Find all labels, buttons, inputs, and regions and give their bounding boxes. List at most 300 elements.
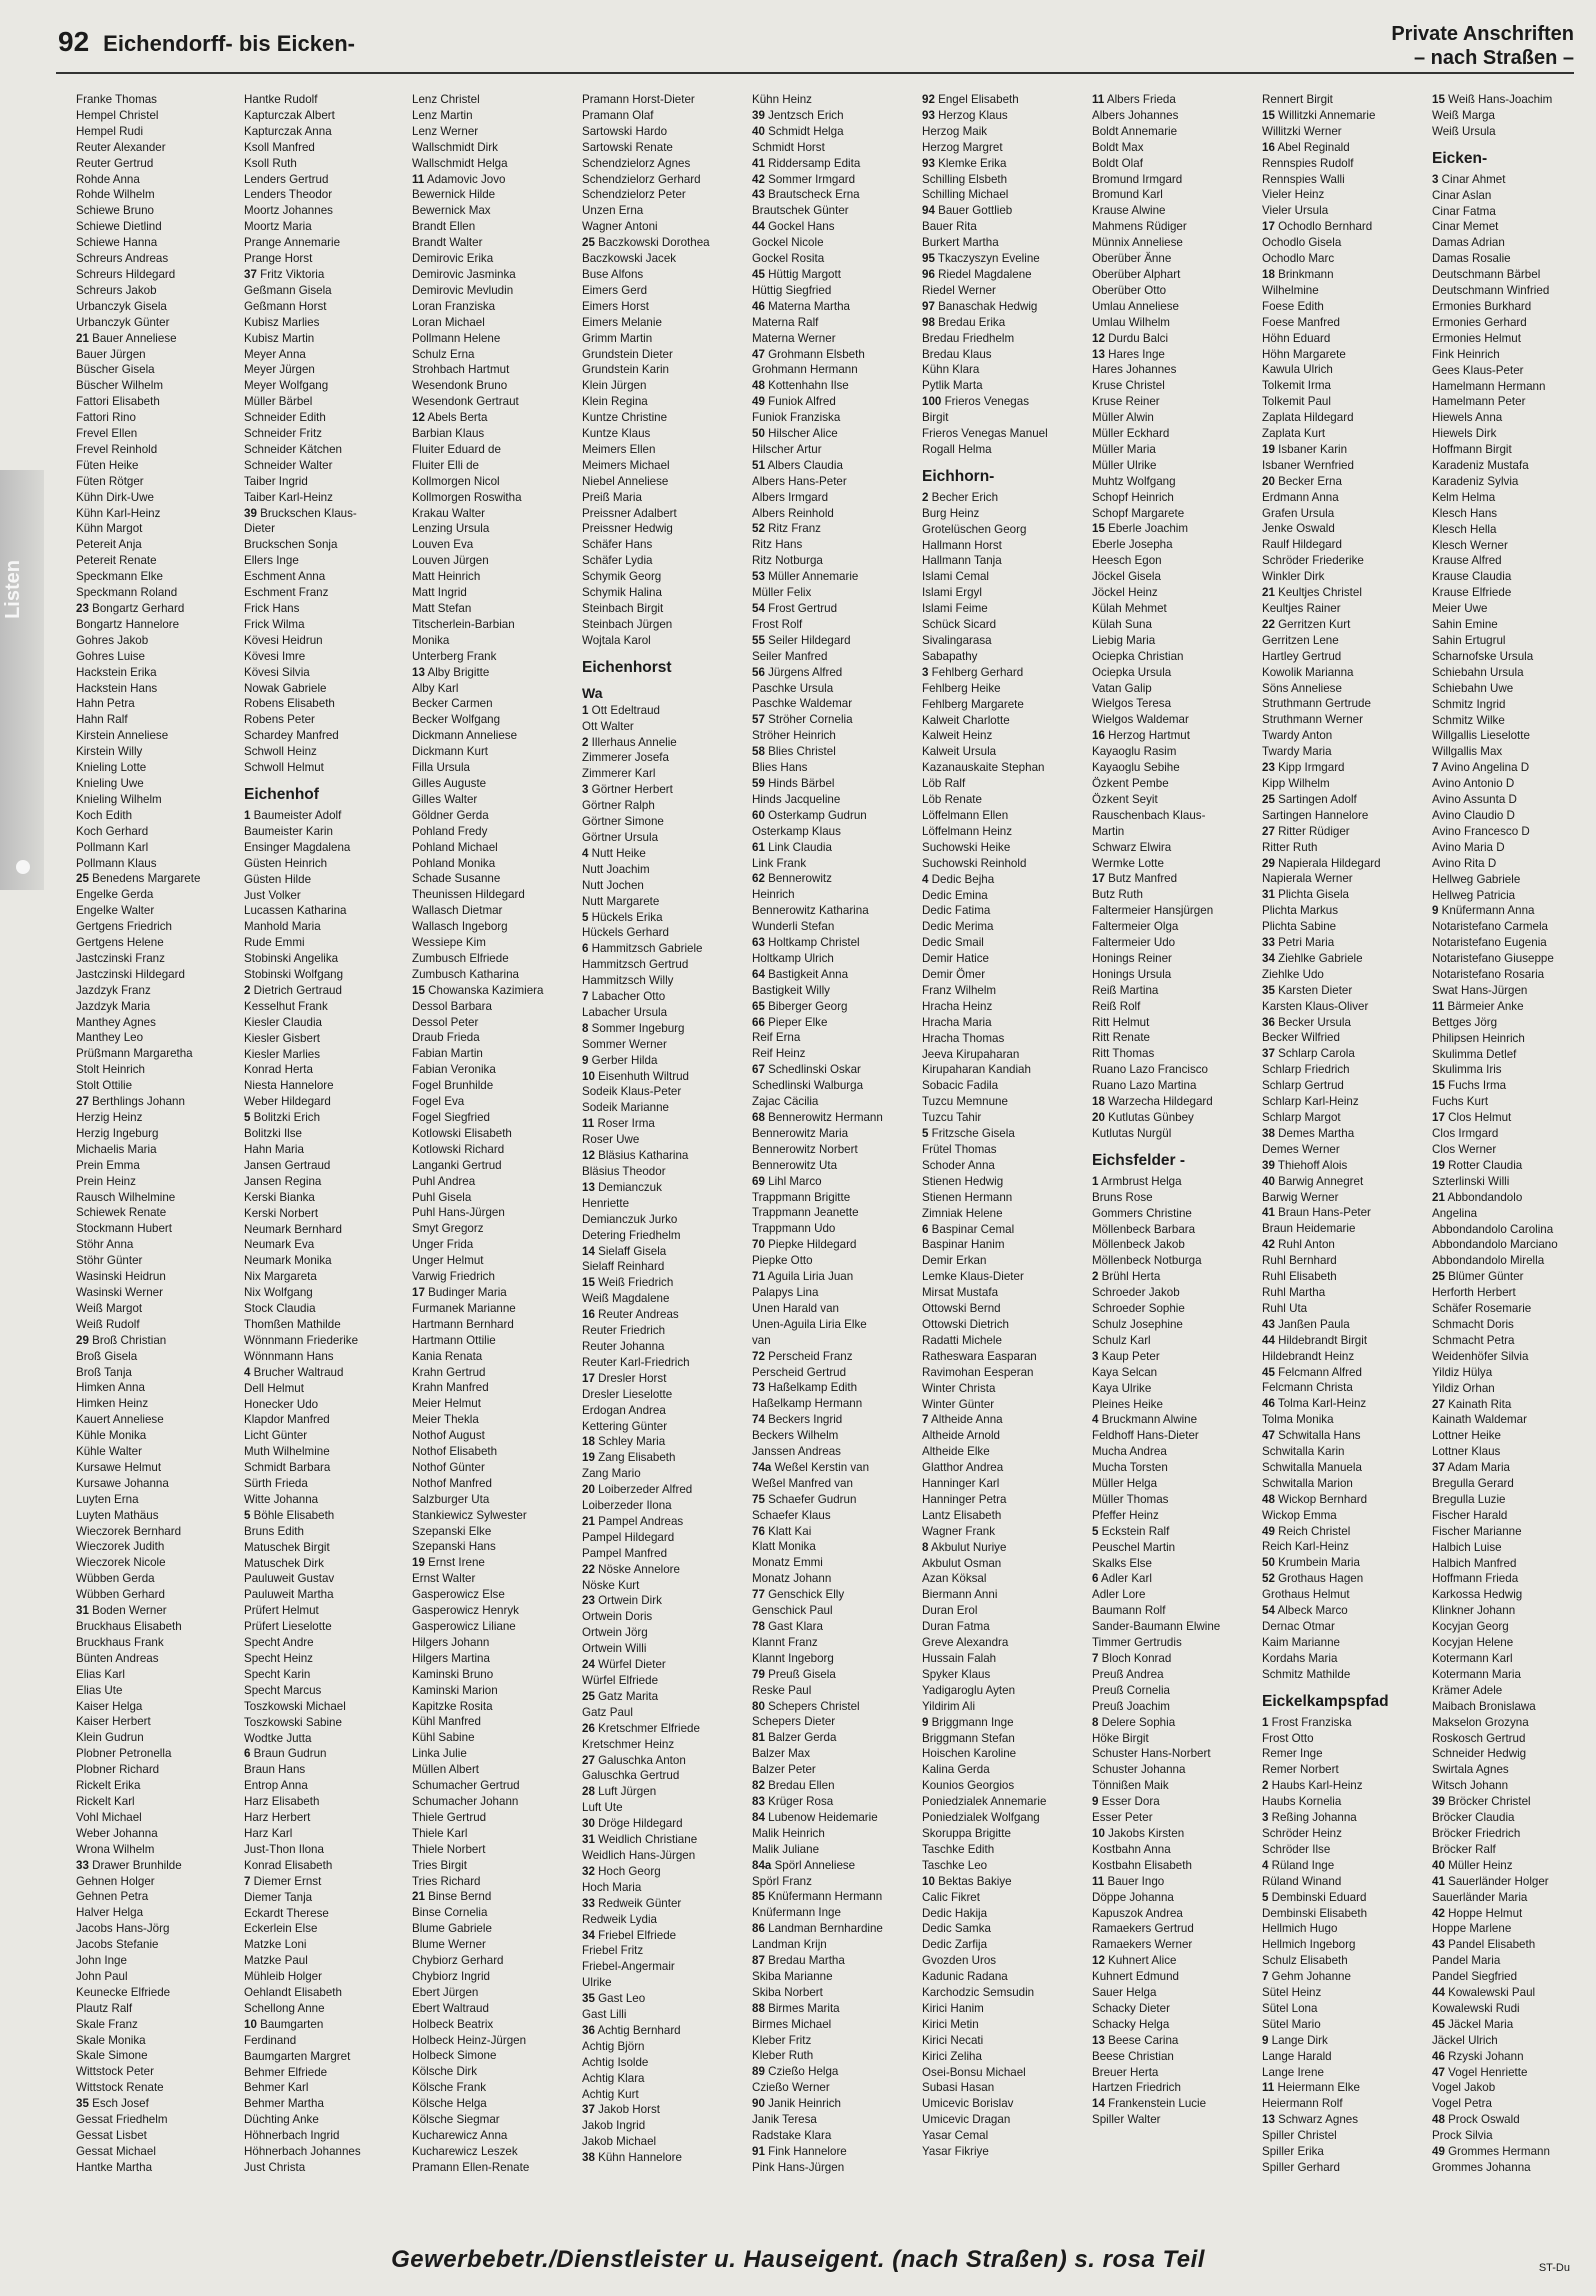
resident-entry: 31 Plichta Gisela: [1262, 888, 1350, 902]
house-number: 29: [76, 1333, 89, 1347]
house-number: 7: [1092, 1652, 1099, 1665]
resident-entry: Stolt Ottilie: [76, 1079, 133, 1093]
resident-entry: Just Volker: [244, 888, 301, 902]
resident-entry: Müller Alwin: [1092, 411, 1154, 425]
resident-entry: 51 Albers Claudia: [752, 458, 843, 472]
resident-entry: Pohland Monika: [412, 856, 496, 870]
house-number: 20: [1262, 474, 1275, 488]
resident-entry: Diemer Tanja: [244, 1890, 313, 1904]
resident-entry: Esser Peter: [1092, 1811, 1153, 1825]
resident-entry: Klein Gudrun: [76, 1731, 144, 1745]
house-number: 93: [922, 108, 935, 122]
resident-entry: Eimers Horst: [582, 299, 649, 313]
house-number: 43: [1262, 1317, 1275, 1331]
resident-entry: 70 Piepke Hildegard: [752, 1238, 857, 1252]
resident-entry: 49 Funiok Alfred: [752, 395, 836, 409]
resident-entry: Holbeck Heinz-Jürgen: [412, 2033, 527, 2047]
house-number: 91: [752, 2144, 765, 2158]
resident-entry: Roskosch Gertrud: [1432, 1731, 1526, 1745]
resident-entry: Hussain Falah: [922, 1652, 997, 1665]
resident-entry: Wallasch Ingeborg: [412, 920, 508, 934]
resident-entry: 25 Baczkowski Dorothea: [582, 236, 710, 250]
resident-entry: Schmitz Wilke: [1432, 713, 1505, 727]
resident-entry: Kapturczak Albert: [244, 108, 335, 122]
resident-entry: Islami Cemal: [922, 570, 989, 584]
resident-entry: Toszkowski Sabine: [244, 1715, 342, 1729]
resident-entry: 12 Durdu Balci: [1092, 331, 1169, 345]
house-number: 39: [752, 108, 765, 122]
resident-entry: Knüfermann Inge: [752, 1906, 841, 1920]
resident-entry: Weber Hildegard: [244, 1095, 331, 1109]
resident-entry: Koch Gerhard: [76, 824, 149, 838]
resident-entry: Bennerowitz Maria: [752, 1126, 849, 1140]
house-number: 49: [1432, 2145, 1445, 2159]
resident-entry: Pohland Michael: [412, 840, 498, 854]
resident-entry: Schiebahn Uwe: [1432, 681, 1514, 695]
resident-entry: 43 Pandel Elisabeth: [1432, 1938, 1536, 1952]
resident-entry: 59 Hinds Bärbel: [752, 776, 835, 790]
resident-entry: Sahin Ertugrul: [1432, 634, 1506, 647]
resident-entry: Notaristefano Giuseppe: [1432, 952, 1554, 966]
resident-entry: Osterkamp Klaus: [752, 824, 841, 838]
resident-entry: Harz Elisabeth: [244, 1795, 320, 1809]
resident-entry: Kipp Wilhelm: [1262, 776, 1330, 790]
house-number: 73: [752, 1381, 765, 1395]
resident-entry: Bennerowitz Norbert: [752, 1142, 858, 1156]
house-number: 48: [1432, 2113, 1445, 2127]
resident-entry: 21 Binse Bernd: [412, 1890, 492, 1904]
resident-entry: Sauerländer Maria: [1432, 1890, 1528, 1904]
house-number: 41: [1432, 1874, 1445, 1888]
house-number: 44: [752, 220, 765, 234]
resident-entry: Kaminski Bruno: [412, 1667, 494, 1681]
resident-entry: Vohl Michael: [76, 1810, 142, 1824]
resident-entry: Schmacht Doris: [1432, 1317, 1514, 1331]
house-number: 5: [582, 910, 589, 924]
resident-entry: 22 Nöske Annelore: [582, 1562, 680, 1576]
resident-entry: Höhnerbach Ingrid: [244, 2129, 340, 2143]
resident-entry: Abbondandolo Marciano: [1432, 1238, 1558, 1252]
resident-entry: Neumark Bernhard: [244, 1222, 342, 1236]
resident-entry: Specht Heinz: [244, 1652, 313, 1665]
resident-entry: Eimers Melanie: [582, 315, 662, 329]
resident-entry: Hoppe Marlene: [1432, 1922, 1512, 1936]
resident-entry: Bünten Andreas: [76, 1651, 159, 1665]
resident-entry: Yasar Cemal: [922, 2129, 989, 2143]
resident-entry: Broß Gisela: [76, 1349, 138, 1363]
resident-entry: Tuzcu Tahir: [922, 1111, 982, 1125]
resident-entry: Dernac Otmar: [1262, 1620, 1335, 1633]
resident-entry: 39 Jentzsch Erich: [752, 108, 844, 122]
resident-entry: Müller Bärbel: [244, 395, 313, 409]
resident-entry: 31 Weidlich Christiane: [582, 1833, 698, 1847]
house-number: 23: [1262, 761, 1275, 775]
resident-entry: Herzog Margret: [922, 140, 1003, 154]
house-number: 11: [412, 172, 425, 186]
house-number: 38: [1262, 1126, 1275, 1140]
resident-entry: Jöckel Heinz: [1092, 586, 1158, 600]
resident-entry: Würfel Elfriede: [582, 1674, 659, 1687]
street-heading: Eichenhorst: [582, 658, 672, 676]
resident-entry: Puhl Hans-Jürgen: [412, 1206, 505, 1220]
house-number: 13: [582, 1180, 595, 1194]
resident-entry: Holbeck Simone: [412, 2049, 497, 2063]
resident-entry: Ritt Renate: [1092, 1031, 1150, 1045]
resident-entry: Reuter Johanna: [582, 1339, 665, 1353]
resident-entry: Bastigkeit Willy: [752, 983, 830, 997]
resident-entry: Schiewe Hanna: [76, 236, 158, 250]
resident-entry: Erdmann Anna: [1262, 490, 1339, 504]
resident-entry: Rickelt Erika: [76, 1779, 141, 1793]
resident-entry: Dieter: [244, 522, 275, 536]
resident-entry: 23 Ortwein Dirk: [582, 1594, 662, 1608]
resident-entry: Klesch Werner: [1432, 538, 1508, 552]
house-number: 45: [1432, 2017, 1445, 2031]
resident-entry: 13 Hares Inge: [1092, 347, 1165, 361]
resident-entry: Umlau Anneliese: [1092, 299, 1180, 313]
resident-entry: Pramann Horst-Dieter: [582, 93, 695, 106]
resident-entry: Clos Irmgard: [1432, 1127, 1499, 1141]
resident-entry: 25 Blümer Günter: [1432, 1270, 1524, 1284]
house-number: 8: [582, 1021, 589, 1035]
resident-entry: Güsten Heinrich: [244, 856, 328, 870]
resident-entry: 44 Gockel Hans: [752, 220, 835, 234]
resident-entry: Avino Assunta D: [1432, 793, 1517, 807]
resident-entry: Kadunic Radana: [922, 1970, 1008, 1984]
resident-entry: Wilhelmine: [1262, 283, 1319, 297]
resident-entry: 57 Ströher Cornelia: [752, 713, 853, 727]
resident-entry: Schuster Johanna: [1092, 1763, 1186, 1777]
resident-entry: Schlarp Friedrich: [1262, 1063, 1350, 1077]
resident-entry: Faltermeier Hansjürgen: [1092, 904, 1214, 918]
resident-entry: Eimers Gerd: [582, 283, 648, 297]
resident-entry: 21 Bauer Anneliese: [76, 331, 177, 345]
resident-entry: Prein Heinz: [76, 1174, 136, 1188]
resident-entry: Schendzielorz Gerhard: [582, 172, 701, 186]
resident-entry: Lenders Theodor: [244, 188, 333, 202]
house-number: 13: [412, 665, 425, 679]
house-number: 15: [1092, 522, 1105, 536]
resident-entry: Reske Paul: [752, 1683, 812, 1697]
resident-entry: Ellers Inge: [244, 554, 299, 568]
resident-entry: Ernst Walter: [412, 1572, 476, 1586]
resident-entry: Vieler Ursula: [1262, 204, 1329, 218]
resident-entry: Breuer Herta: [1092, 2065, 1159, 2079]
resident-entry: Notaristefano Carmela: [1432, 920, 1548, 934]
resident-entry: 17 Budinger Maria: [412, 1285, 507, 1299]
house-number: 18: [1262, 267, 1275, 281]
resident-entry: Detering Friedhelm: [582, 1228, 681, 1242]
resident-entry: Bruns Rose: [1092, 1190, 1153, 1204]
resident-entry: Duran Fatma: [922, 1620, 990, 1634]
resident-entry: Pfeffer Heinz: [1092, 1508, 1159, 1522]
resident-entry: Schymik Georg: [582, 570, 662, 584]
resident-entry: Ritz Notburga: [752, 554, 823, 568]
resident-entry: Kirici Metin: [922, 2017, 979, 2031]
resident-entry: 93 Herzog Klaus: [922, 108, 1008, 122]
house-number: 37: [1432, 1461, 1445, 1475]
resident-entry: Schendzielorz Agnes: [582, 156, 691, 170]
resident-entry: 92 Engel Elisabeth: [922, 93, 1019, 106]
resident-entry: 1 Baumeister Adolf: [244, 808, 342, 822]
house-number: 17: [1092, 872, 1105, 886]
resident-entry: Schwarz Elwira: [1092, 840, 1172, 854]
house-number: 84a: [752, 1858, 772, 1872]
house-number: 7: [582, 990, 589, 1004]
resident-entry: Matuschek Birgit: [244, 1540, 330, 1554]
house-number: 25: [582, 1689, 595, 1703]
resident-entry: Vatan Galip: [1092, 681, 1152, 695]
resident-entry: 2 Haubs Karl-Heinz: [1262, 1779, 1363, 1793]
resident-entry: Müller Helga: [1092, 1477, 1158, 1491]
resident-entry: Neumark Eva: [244, 1238, 315, 1252]
resident-entry: Strohbach Hartmut: [412, 363, 510, 377]
resident-entry: 4 Brucher Waltraud: [244, 1365, 344, 1379]
resident-entry: 14 Sielaff Gisela: [582, 1244, 667, 1258]
house-number: 47: [1432, 2065, 1445, 2079]
house-number: 64: [752, 967, 765, 981]
resident-entry: Kölsche Siegmar: [412, 2113, 500, 2127]
resident-entry: Pink Hans-Jürgen: [752, 2160, 845, 2174]
resident-entry: 96 Riedel Magdalene: [922, 267, 1032, 281]
resident-entry: Unen Harald van: [752, 1301, 840, 1315]
resident-entry: Ksoll Ruth: [244, 156, 297, 170]
resident-entry: Füten Heike: [76, 458, 139, 472]
resident-entry: Varwig Friedrich: [412, 1270, 495, 1284]
resident-entry: Dedic Samka: [922, 1922, 991, 1936]
house-number: 39: [244, 506, 257, 520]
resident-entry: 36 Achtig Bernhard: [582, 2023, 681, 2037]
resident-entry: Pandel Maria: [1432, 1954, 1501, 1968]
resident-entry: 39 Thiehoff Alois: [1262, 1158, 1348, 1172]
resident-entry: 5 Eckstein Ralf: [1092, 1524, 1170, 1538]
house-number: 62: [752, 872, 765, 886]
house-number: 32: [582, 1864, 595, 1878]
resident-entry: Zimmerer Karl: [582, 767, 656, 781]
resident-entry: 13 Schwarz Agnes: [1262, 2113, 1359, 2127]
resident-entry: Braun Heidemarie: [1262, 1222, 1356, 1236]
resident-entry: 9 Knüfermann Anna: [1432, 904, 1535, 918]
resident-entry: Lange Harald: [1262, 2049, 1332, 2063]
resident-entry: 7 Altheide Anna: [922, 1413, 1003, 1427]
resident-entry: Hracha Thomas: [922, 1031, 1005, 1045]
resident-entry: Grundstein Dieter: [582, 347, 673, 361]
resident-entry: Mucha Andrea: [1092, 1445, 1167, 1459]
resident-entry: 18 Schley Maria: [582, 1435, 666, 1449]
resident-entry: Gilles Walter: [412, 792, 478, 806]
resident-entry: Remer Inge: [1262, 1747, 1323, 1761]
resident-entry: Baumgarten Margret: [244, 2049, 351, 2063]
resident-entry: Kania Renata: [412, 1349, 483, 1363]
listing-column: [76, 92, 236, 2212]
house-number: 41: [1262, 1206, 1275, 1220]
resident-entry: Löb Renate: [922, 793, 982, 807]
resident-entry: Reiß Rolf: [1092, 999, 1141, 1013]
resident-entry: Gohres Luise: [76, 649, 145, 663]
resident-entry: Yildirim Ali: [922, 1699, 976, 1713]
resident-entry: Tolkemit Paul: [1262, 395, 1331, 409]
house-number: 42: [1432, 1906, 1445, 1920]
resident-entry: Sander-Baumann Elwine: [1092, 1620, 1221, 1634]
district-label: Wa: [582, 684, 603, 701]
resident-entry: 34 Ziehlke Gabriele: [1262, 951, 1363, 965]
resident-entry: Gehnen Petra: [76, 1890, 149, 1904]
resident-entry: Ruhl Martha: [1262, 1285, 1326, 1299]
resident-entry: Baumeister Karin: [244, 824, 333, 838]
resident-entry: 90 Janik Heinrich: [752, 2097, 841, 2111]
resident-entry: Schwitalla Marion: [1262, 1476, 1353, 1490]
house-number: 33: [582, 1896, 595, 1910]
house-number: 10: [922, 1874, 935, 1888]
resident-entry: Winter Christa: [922, 1381, 996, 1395]
house-number: 5: [1092, 1524, 1099, 1538]
resident-entry: 5 Bolitzki Erich: [244, 1111, 321, 1125]
resident-entry: Fischer Harald: [1432, 1508, 1508, 1522]
resident-entry: Hammitzsch Willy: [582, 974, 674, 988]
resident-entry: Ochodlo Gisela: [1262, 236, 1342, 250]
resident-entry: Krause Alfred: [1432, 554, 1502, 568]
resident-entry: 37 Adam Maria: [1432, 1461, 1510, 1475]
house-number: 40: [1262, 1174, 1275, 1188]
resident-entry: Mahmens Rüdiger: [1092, 220, 1187, 234]
resident-entry: 19 Zang Elisabeth: [582, 1451, 676, 1465]
resident-entry: 50 Krumbein Maria: [1262, 1556, 1360, 1570]
resident-entry: Gertgens Helene: [76, 936, 164, 950]
house-number: 19: [582, 1451, 595, 1465]
house-number: 53: [752, 570, 765, 584]
resident-entry: Karadeniz Sylvia: [1432, 474, 1519, 488]
listing-column: [412, 92, 572, 2212]
resident-entry: Weiß Rudolf: [76, 1317, 140, 1331]
resident-entry: Nowak Gabriele: [244, 681, 327, 695]
house-number: 65: [752, 999, 765, 1013]
resident-entry: Tries Richard: [412, 1874, 481, 1888]
resident-entry: Schiewe Dietlind: [76, 220, 162, 234]
resident-entry: Kühl Manfred: [412, 1715, 481, 1729]
house-number: 12: [412, 411, 425, 425]
house-number: 21: [412, 1890, 425, 1904]
resident-entry: 100 Frieros Venegas: [922, 395, 1029, 409]
resident-entry: Angelina: [1432, 1206, 1478, 1220]
resident-entry: Krahn Gertrud: [412, 1365, 486, 1379]
resident-entry: Jacobs Stefanie: [76, 1938, 159, 1952]
resident-entry: Schacky Dieter: [1092, 2001, 1170, 2015]
resident-entry: Dedic Emina: [922, 888, 988, 902]
resident-entry: Jastczinski Franz: [76, 951, 165, 965]
resident-entry: 9 Briggmann Inge: [922, 1715, 1014, 1729]
resident-entry: Monatz Johann: [752, 1572, 832, 1586]
resident-entry: Ochodlo Marc: [1262, 252, 1335, 266]
resident-entry: Ratheswara Easparan: [922, 1349, 1037, 1363]
resident-entry: Schilling Michael: [922, 188, 1009, 202]
resident-entry: Wojtala Karol: [582, 633, 651, 647]
resident-entry: Kostbahn Anna: [1092, 1842, 1171, 1856]
resident-entry: Ensinger Magdalena: [244, 840, 351, 854]
house-number: 34: [1262, 951, 1275, 965]
house-number: 25: [582, 236, 595, 250]
resident-entry: Schendzielorz Peter: [582, 188, 686, 202]
resident-entry: Hartzen Friedrich: [1092, 2081, 1181, 2095]
house-number: 8: [1092, 1715, 1099, 1729]
resident-entry: Sabapathy: [922, 649, 978, 663]
resident-entry: 77 Genschick Elly: [752, 1588, 845, 1602]
house-number: 39: [1262, 1158, 1275, 1172]
resident-entry: 49 Grommes Hermann: [1432, 2145, 1550, 2159]
resident-entry: Nöske Kurt: [582, 1578, 640, 1592]
resident-entry: Kühn Karl-Heinz: [76, 506, 161, 520]
resident-entry: Sütel Lona: [1262, 2001, 1318, 2015]
resident-entry: Notaristefano Rosaria: [1432, 968, 1545, 982]
house-number: 27: [582, 1753, 595, 1767]
resident-entry: Schreurs Jakob: [76, 283, 157, 297]
resident-entry: Hantke Rudolf: [244, 93, 318, 106]
resident-entry: 56 Jürgens Alfred: [752, 665, 843, 679]
resident-entry: Zang Mario: [582, 1467, 641, 1481]
resident-entry: Wielgos Waldemar: [1092, 713, 1189, 727]
resident-entry: Yildiz Hülya: [1432, 1365, 1493, 1379]
resident-entry: Schäfer Rosemarie: [1432, 1302, 1532, 1316]
resident-entry: Kounios Georgios: [922, 1779, 1015, 1793]
resident-entry: Preissner Adalbert: [582, 506, 677, 520]
resident-entry: Müller Ulrike: [1092, 458, 1157, 472]
house-number: 5: [1262, 1890, 1269, 1904]
resident-entry: Stienen Hedwig: [922, 1174, 1004, 1188]
resident-entry: Boldt Max: [1092, 140, 1144, 154]
resident-entry: Bredau Klaus: [922, 347, 992, 361]
resident-entry: 28 Luft Jürgen: [582, 1785, 657, 1799]
house-number: 61: [752, 840, 765, 854]
house-number: 6: [582, 942, 589, 956]
resident-entry: Peuschel Martin: [1092, 1540, 1176, 1554]
house-number: 26: [582, 1721, 595, 1735]
resident-entry: Ortwein Doris: [582, 1610, 653, 1624]
resident-entry: Krause Alwine: [1092, 204, 1166, 218]
resident-entry: Dell Helmut: [244, 1381, 304, 1395]
resident-entry: Fabian Martin: [412, 1047, 483, 1061]
resident-entry: 16 Abel Reginald: [1262, 140, 1350, 154]
house-number: 58: [752, 745, 765, 759]
resident-entry: Plichta Sabine: [1262, 920, 1337, 934]
house-number: 12: [1092, 1954, 1105, 1968]
resident-entry: Füten Rötger: [76, 474, 144, 488]
resident-entry: 32 Hoch Georg: [582, 1864, 661, 1878]
resident-entry: Robens Peter: [244, 713, 315, 727]
resident-entry: 13 Demianczuk: [582, 1180, 662, 1194]
resident-entry: Ebert Waltraud: [412, 2001, 489, 2015]
resident-entry: Rickelt Karl: [76, 1794, 135, 1808]
house-number: 89: [752, 2065, 765, 2079]
resident-entry: Just-Thon Ilona: [244, 1842, 324, 1856]
listing-column: [752, 92, 912, 2212]
house-number: 47: [1262, 1429, 1275, 1443]
resident-entry: Makselon Grozyna: [1432, 1715, 1529, 1729]
resident-entry: Krause Elfriede: [1432, 586, 1512, 600]
resident-entry: 82 Bredau Ellen: [752, 1779, 835, 1793]
resident-entry: Bläsius Theodor: [582, 1165, 666, 1178]
house-number: 49: [1262, 1524, 1275, 1538]
resident-entry: Willitzki Werner: [1262, 124, 1342, 138]
resident-entry: Hracha Heinz: [922, 999, 993, 1013]
resident-entry: Külah Mehmet: [1092, 602, 1167, 615]
resident-entry: Vieler Heinz: [1262, 188, 1325, 202]
resident-entry: Wallschmidt Dirk: [412, 140, 498, 154]
resident-entry: Ruano Lazo Francisco: [1092, 1063, 1208, 1077]
resident-entry: Matt Ingrid: [412, 586, 467, 600]
resident-entry: Dembinski Elisabeth: [1262, 1906, 1368, 1920]
resident-entry: Niesta Hannelore: [244, 1079, 334, 1093]
resident-entry: Söns Anneliese: [1262, 681, 1342, 695]
resident-entry: Unger Frida: [412, 1238, 474, 1252]
